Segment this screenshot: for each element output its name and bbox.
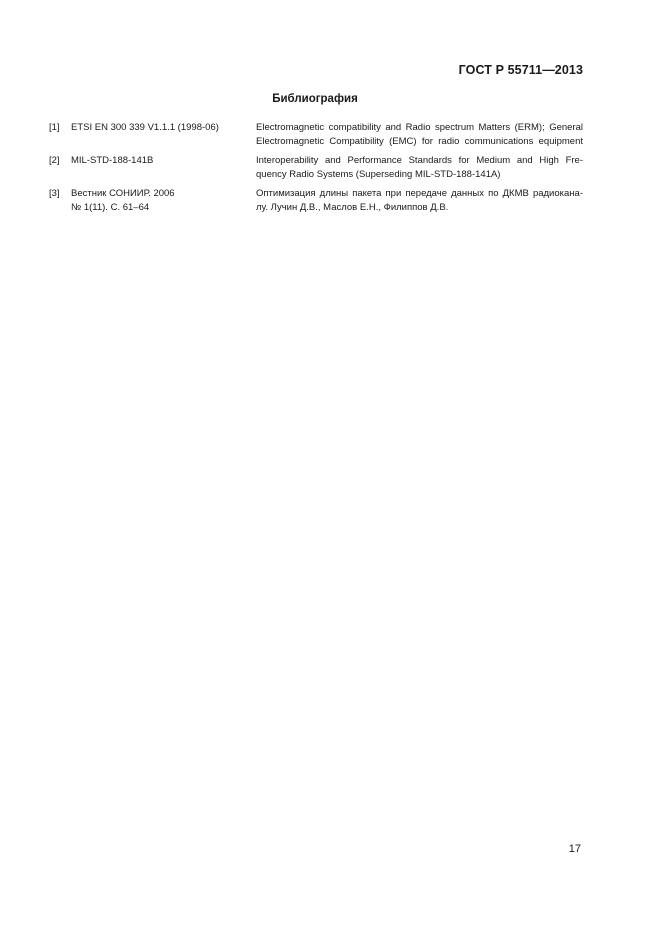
page-number: 17 (568, 843, 581, 855)
entry-description (256, 187, 583, 215)
document-code: ГОСТ Р 55711—2013 (458, 63, 583, 77)
entry-number: [2] (49, 155, 60, 166)
entry-description (256, 154, 583, 182)
entry-description-line: лу. Лучин Д.В., Маслов Е.Н., Филиппов Д.В. (256, 202, 449, 213)
entry-reference (71, 187, 256, 215)
entry-description (256, 121, 583, 149)
entry-description-line: Interoperability and Performance Standards for Medium and High Fre- (256, 155, 583, 166)
entry-reference (71, 154, 256, 182)
entry-reference-line: № 1(11). С. 61–64 (71, 202, 150, 213)
bibliography-list (49, 121, 583, 220)
entry-description-line: Electromagnetic Compatibility (EMC) for radio communications equipment (256, 136, 583, 147)
entry-description-line: Electromagnetic compatibility and Radio spectrum Matters (ERM); General (256, 122, 583, 133)
entry-reference-line: ETSI EN 300 339 V1.1.1 (1998-06) (71, 122, 219, 133)
entry-description-line: Оптимизация длины пакета при передаче данных по ДКМВ радиокана- (256, 188, 583, 199)
entry-description-line: quency Radio Systems (Superseding MIL-STD-188-141A) (256, 169, 501, 180)
entry-number: [3] (49, 188, 60, 199)
section-title: Библиография (272, 93, 358, 105)
entry-reference (71, 121, 256, 149)
bibliography-entry (49, 187, 583, 215)
bibliography-entry (49, 154, 583, 182)
entry-reference-line: Вестник СОНИИР. 2006 (71, 188, 175, 199)
entry-number: [1] (49, 122, 60, 133)
entry-reference-line: MIL-STD-188-141B (71, 155, 154, 166)
bibliography-entry (49, 121, 583, 149)
